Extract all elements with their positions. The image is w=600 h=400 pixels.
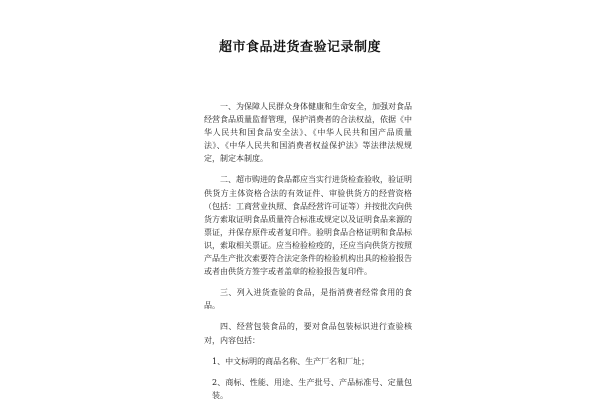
paragraph-2: 二、超市购进的食品都应当实行进货检查验收，验证明供货方主体资格合法的有效证件、审验供货方的经营资格（包括：工商营业执照、食品经营许可证等）并按批次向供货方索取证明食品质量符合标准或规定以及证明食品来源的票证，并保存原件或者复印件。验明食品合格证明和食品标识，索取相关票证。应当检验检疫的，还应当向供货方按照产品生产批次索要符合法定条件的检验机构出具的检验报告或者由供货方签字或者盖章的检验报告复印件。 [204,175,412,277]
list-item-2: 2、商标、性能、用途、生产批号、产品标准号、定量包装。 [212,377,412,400]
document-body [204,100,412,400]
paragraph-4: 四、经营包装食品的，要对食品包装标识进行查验核对，内容包括： [204,322,412,345]
document-title: 超市食品进货查验记录制度 [218,40,381,55]
list-item-1: 1、中文标明的商品名称、生产厂名和厂址； [212,356,370,366]
paragraph-3: 三、列入进货查验的食品，是指消费者经常食用的食品。 [204,288,412,311]
paragraph-1: 一、为保障人民群众身体健康和生命安全，加强对食品经营食品质量监督管理，保护消费者的合法权益，依据《中华人民共和国食品安全法》、《中华人民共和国产品质量法》、《中华人民共和国消费者权益保护法》等法律法规规定，制定本制度。 [204,102,412,164]
